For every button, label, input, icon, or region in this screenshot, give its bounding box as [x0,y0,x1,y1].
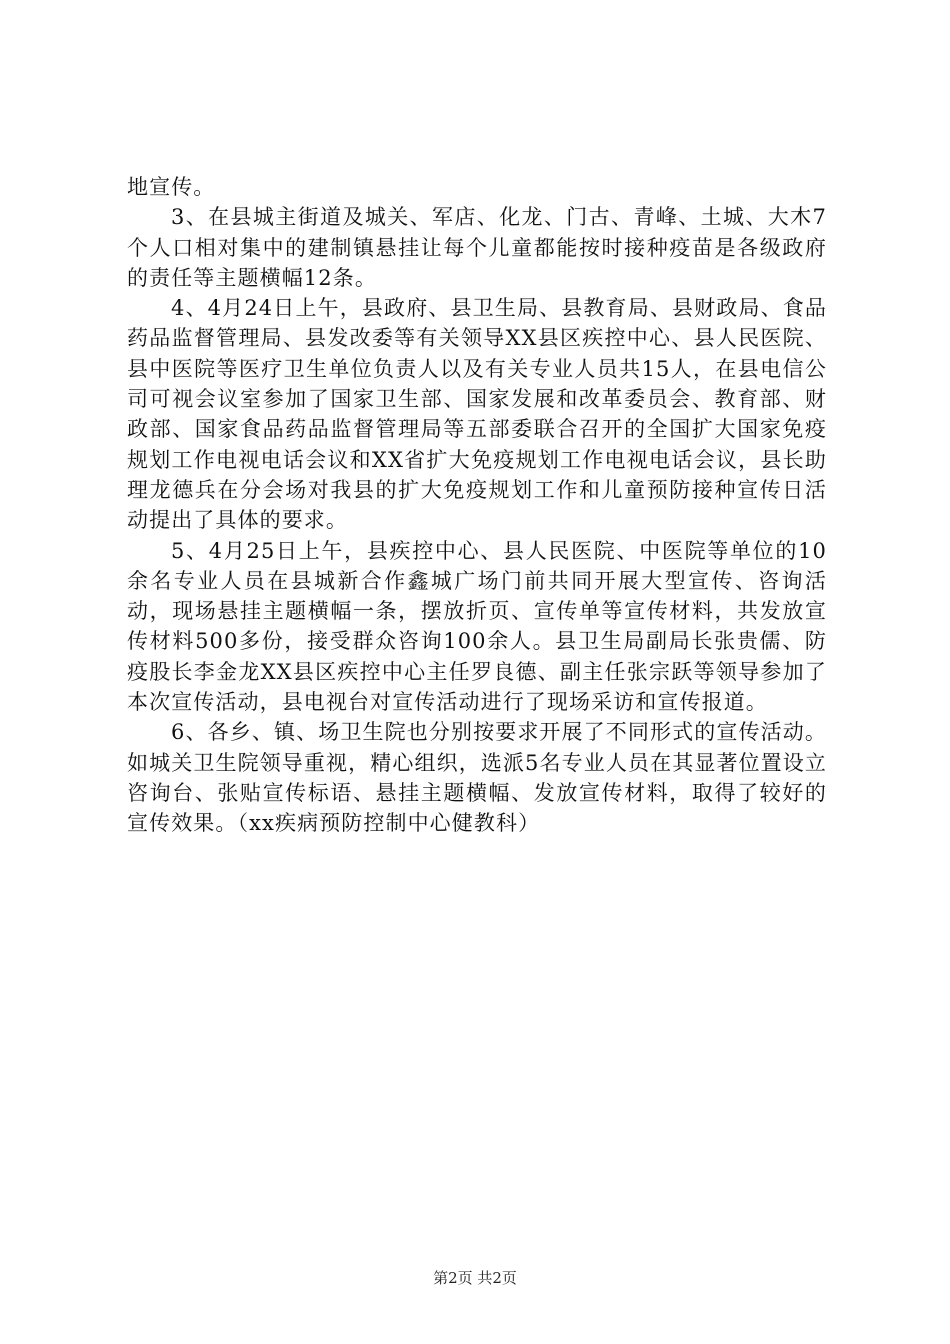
paragraph-item-3: 3、在县城主街道及城关、军店、化龙、门古、青峰、土城、大木7个人口相对集中的建制镇悬挂让每个儿童都能按时接种疫苗是各级政府的责任等主题横幅12条。 [127,205,827,290]
paragraph-item-6: 6、各乡、镇、场卫生院也分别按要求开展了不同形式的宣传活动。如城关卫生院领导重视，精心组织，选派5名专业人员在其显著位置设立咨询台、张贴宣传标语、悬挂主题横幅、发放宣传材料，取得了较好的宣传效果。（xx疾病预防控制中心健教科） [127,720,827,836]
paragraph-item-4: 4、4月24日上午，县政府、县卫生局、县教育局、县财政局、食品药品监督管理局、县发改委等有关领导XX县区疾控中心、县人民医院、县中医院等医疗卫生单位负责人以及有关专业人员共15人，在县电信公司可视会议室参加了国家卫生部、国家发展和改革委员会、教育部、财政部、国家食品药品监督管理局等五部委联合召开的全国扩大国家免疫规划工作电视电话会议和XX省扩大免疫规划工作电视电话会议，县长助理龙德兵在分会场对我县的扩大免疫规划工作和儿童预防接种宣传日活动提出了具体的要求。 [127,296,827,533]
page-footer: 第2页 共2页 [433,1269,517,1287]
paragraph-continuation: 地宣传。 [127,175,216,199]
document-body [127,172,827,839]
paragraph-item-5: 5、4月25日上午，县疾控中心、县人民医院、中医院等单位的10余名专业人员在县城新合作鑫城广场门前共同开展大型宣传、咨询活动，现场悬挂主题横幅一条，摆放折页、宣传单等宣传材料，共发放宣传材料500多份，接受群众咨询100余人。县卫生局副局长张贵儒、防疫股长李金龙XX县区疾控中心主任罗良德、副主任张宗跃等领导参加了本次宣传活动，县电视台对宣传活动进行了现场采访和宣传报道。 [127,538,827,715]
